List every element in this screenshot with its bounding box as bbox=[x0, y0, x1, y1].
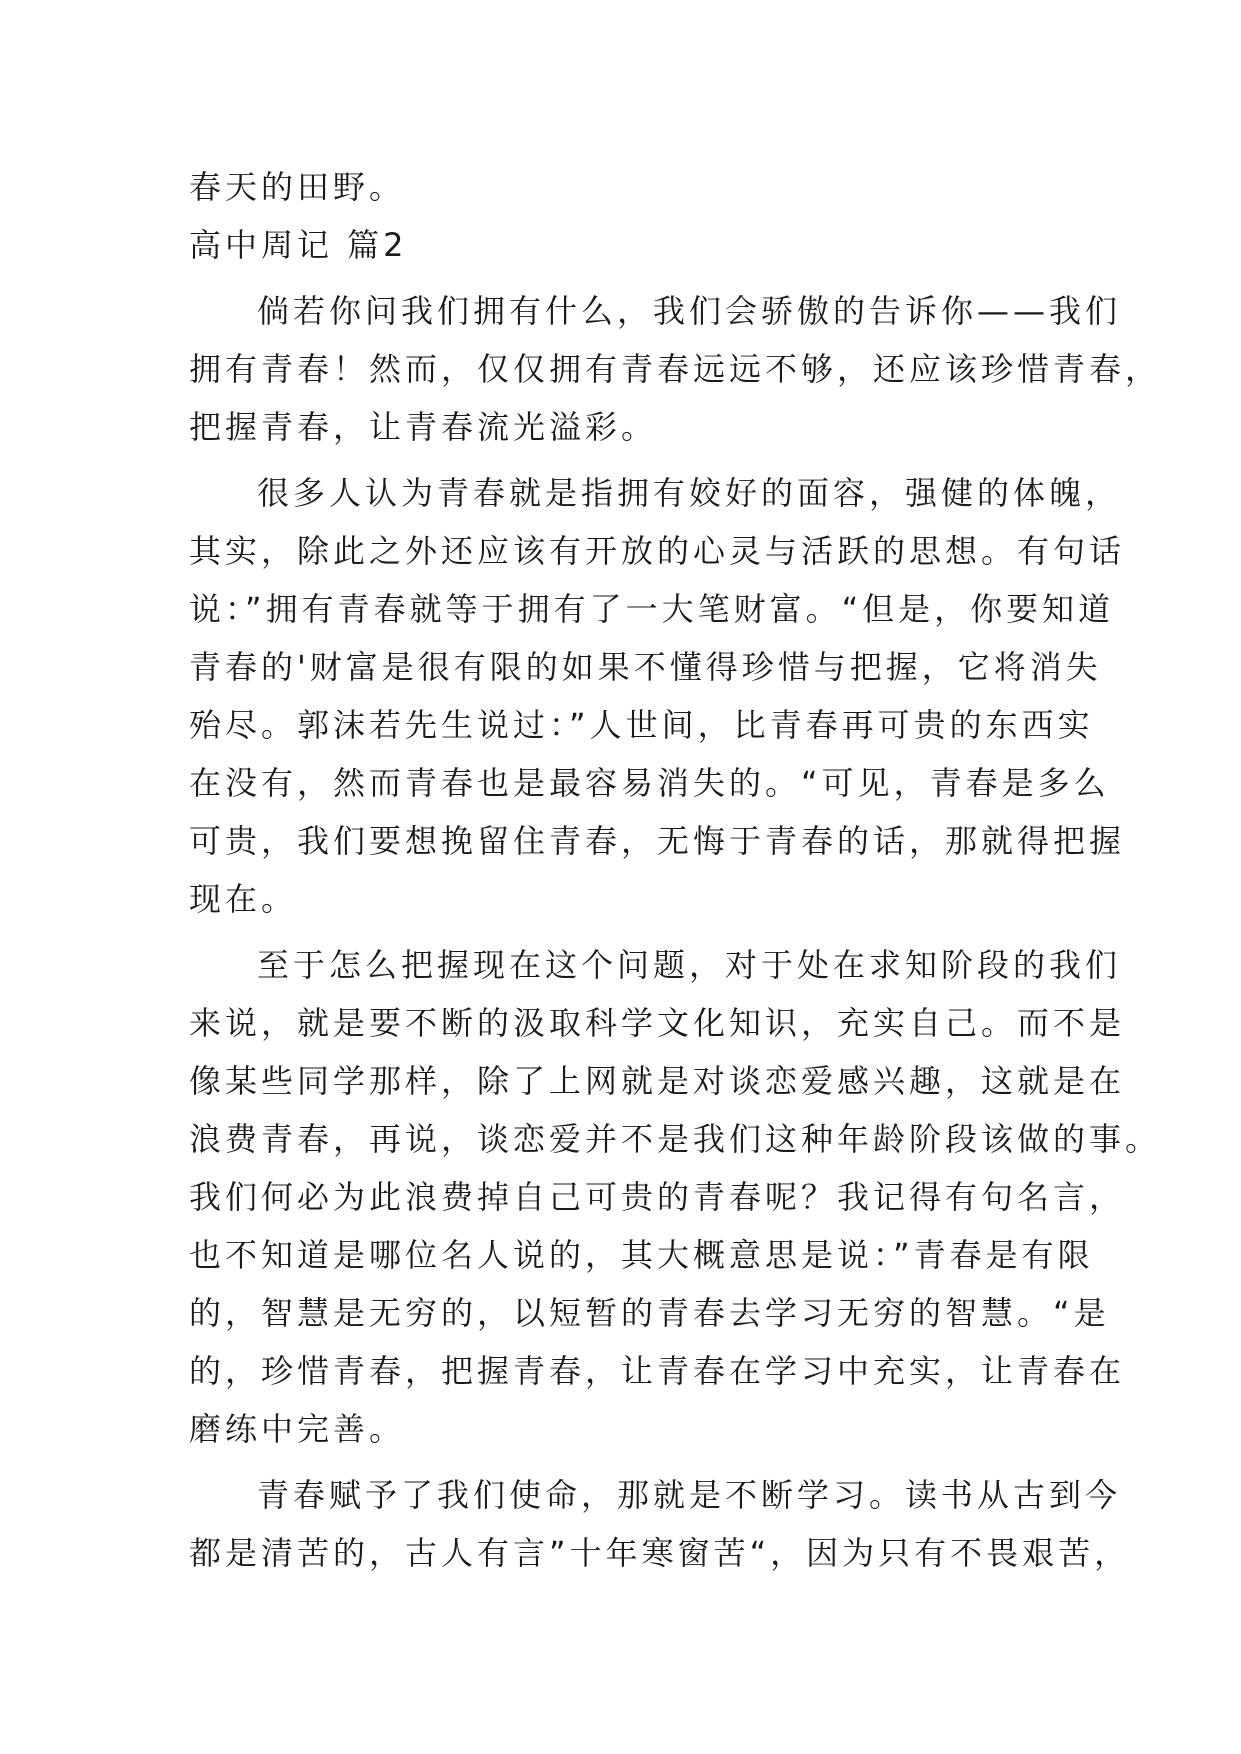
paragraph-line: 像某些同学那样，除了上网就是对谈恋爱感兴趣，这就是在 bbox=[189, 1062, 1126, 1100]
fragment-line: 春天的田野。 bbox=[189, 168, 406, 206]
paragraph-2 bbox=[189, 464, 1126, 928]
paragraph-line: 说：”拥有青春就等于拥有了一大笔财富。“但是，你要知道 bbox=[189, 590, 1115, 628]
paragraph-4 bbox=[189, 1466, 1131, 1582]
paragraph-line: 的，智慧是无穷的，以短暂的青春去学习无穷的智慧。“是 bbox=[189, 1294, 1110, 1332]
paragraph-line: 来说，就是要不断的汲取科学文化知识，充实自己。而不是 bbox=[189, 1004, 1126, 1042]
paragraph-line: 在没有，然而青春也是最容易消失的。“可见，青春是多么 bbox=[189, 764, 1110, 802]
paragraph-line: 其实，除此之外还应该有开放的心灵与活跃的思想。有句话 bbox=[189, 532, 1126, 570]
paragraph-line: 都是清苦的，古人有言”十年寒窗苦“，因为只有不畏艰苦， bbox=[189, 1534, 1131, 1572]
paragraph-line: 很多人认为青春就是指拥有姣好的面容，强健的体魄， bbox=[257, 474, 1122, 512]
paragraph-line: 把握青春，让青春流光溢彩。 bbox=[189, 408, 658, 446]
paragraph-line: 拥有青春！然而，仅仅拥有青春远远不够，还应该珍惜青春， bbox=[189, 350, 1162, 388]
paragraph-line: 现在。 bbox=[189, 880, 298, 918]
paragraph-line: 也不知道是哪位名人说的，其大概意思是说：”青春是有限 bbox=[189, 1236, 1094, 1274]
paragraph-line: 殆尽。郭沫若先生说过：”人世间，比青春再可贵的东西实 bbox=[189, 706, 1094, 744]
paragraph-line: 青春赋予了我们使命，那就是不断学习。读书从古到今 bbox=[257, 1476, 1122, 1514]
paragraph-line: 至于怎么把握现在这个问题，对于处在求知阶段的我们 bbox=[257, 946, 1122, 984]
paragraph-line: 倘若你问我们拥有什么，我们会骄傲的告诉你——我们 bbox=[257, 292, 1122, 330]
paragraph-line: 青春的'财富是很有限的如果不懂得珍惜与把握，它将消失 bbox=[189, 648, 1102, 686]
paragraph-line: 我们何必为此浪费掉自己可贵的青春呢？我记得有句名言， bbox=[189, 1178, 1126, 1216]
paragraph-line: 可贵，我们要想挽留住青春，无悔于青春的话，那就得把握 bbox=[189, 822, 1126, 860]
paragraph-1 bbox=[189, 282, 1162, 456]
paragraph-line: 浪费青春，再说，谈恋爱并不是我们这种年龄阶段该做的事。 bbox=[189, 1120, 1162, 1158]
document-body bbox=[189, 158, 1162, 1590]
section-heading: 高中周记 篇2 bbox=[189, 226, 408, 264]
paragraph-line: 的，珍惜青春，把握青春，让青春在学习中充实，让青春在 bbox=[189, 1352, 1126, 1390]
paragraph-line: 磨练中完善。 bbox=[189, 1410, 406, 1448]
paragraph-3 bbox=[189, 936, 1162, 1458]
